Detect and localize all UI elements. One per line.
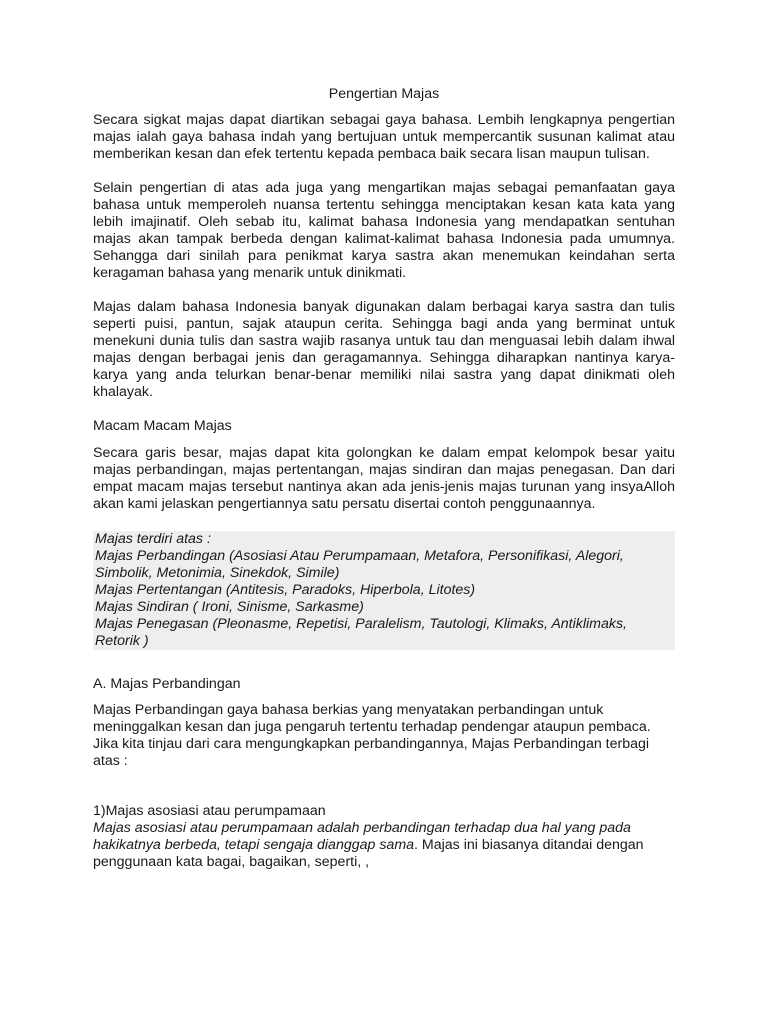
heading-macam-majas: Macam Macam Majas [93, 418, 232, 434]
spacer [93, 163, 675, 180]
paragraph-definition: Secara sigkat majas dapat diartikan sebagai gaya bahasa. Lembih lengkapnya pengertian majas ialah gaya bahasa indah yang bertujuan untuk mempercantik susunan kalimat atau memberikan kesan dan efek tertentu kepada pembaca baik secara lisan maupun tulisan. [93, 112, 675, 162]
callout-line: Majas Pertentangan (Antitesis, Paradoks, Hiperbola, Litotes) [95, 582, 476, 598]
document-title: Pengertian Majas [328, 86, 440, 102]
majas-list-callout [93, 531, 675, 650]
callout-line: Majas Penegasan (Pleonasme, Repetisi, Paralelism, Tautologi, Klimaks, Antiklimaks, Retorik ) [95, 616, 628, 649]
heading-majas-perbandingan: A. Majas Perbandingan [93, 676, 241, 692]
paragraph-alt-definition: Selain pengertian di atas ada juga yang mengartikan majas sebagai pemanfaatan gaya bahasa untuk memperoleh nuansa tertentu sehingga menciptakan kesan kata kata yang lebih imajinatif. Oleh sebab itu, kalimat bahasa Indonesia yang mendapatkan sentuhan majas akan tampak berbeda dengan kalimat-kalimat bahasa Indonesia pada umumnya. Sehangga dari sinilah para penikmat karya sastra akan menemukan keindahan serta keragaman bahasa yang menarik untuk dinikmati. [93, 180, 675, 281]
spacer [93, 401, 675, 418]
callout-line: Majas Sindiran ( Ironi, Sinisme, Sarkasme) [95, 599, 364, 615]
subheading-asosiasi: 1)Majas asosiasi atau perumpamaan [93, 803, 326, 819]
asosiasi-usage: . Majas ini biasanya ditandai dengan penggunaan kata bagai, bagaikan, seperti, , [93, 837, 644, 870]
paragraph-categories: Secara garis besar, majas dapat kita golongkan ke dalam empat kelompok besar yaitu majas perbandingan, majas pertentangan, majas sindiran dan majas penegasan. Dan dari empat macam majas tersebut nantinya akan ada jenis-jenis majas turunan yang insyaAlloh akan kami jelaskan pengertiannya satu persatu disertai contoh penggunaannya. [93, 445, 675, 512]
paragraph-asosiasi [93, 820, 675, 871]
callout-line: Majas Perbandingan (Asosiasi Atau Perumpamaan, Metafora, Personifikasi, Alegori, Simbolik, Metonimia, Sinekdok, Simile) [95, 548, 624, 581]
document-page [93, 86, 675, 871]
paragraph-usage: Majas dalam bahasa Indonesia banyak digunakan dalam berbagai karya sastra dan tulis seperti puisi, pantun, sajak ataupun cerita. Sehingga bagi anda yang berminat untuk menekuni dunia tulis dan sastra wajib rasanya untuk tau dan menguasai lebih dalam ihwal majas dengan berbagai jenis dan geragamannya. Sehingga diharapkan nantinya karya-karya yang anda telurkan benar-benar memiliki nilai sastra yang dapat dinikmati oleh khalayak. [93, 299, 675, 400]
asosiasi-definition: Majas asosiasi atau perumpamaan adalah perbandingan terhadap dua hal yang pada hakikatnya berbeda, tetapi sengaja dianggap sama [93, 820, 631, 853]
callout-line: Majas terdiri atas : [95, 531, 211, 547]
spacer [93, 282, 675, 299]
paragraph-perbandingan: Majas Perbandingan gaya bahasa berkias yang menyatakan perbandingan untuk meninggalkan kesan dan juga pengaruh tertentu terhadap pendengar ataupun pembaca. Jika kita tinjau dari cara mengungkapkan perbandingannya, Majas Perbandingan terbagi atas : [93, 702, 651, 769]
